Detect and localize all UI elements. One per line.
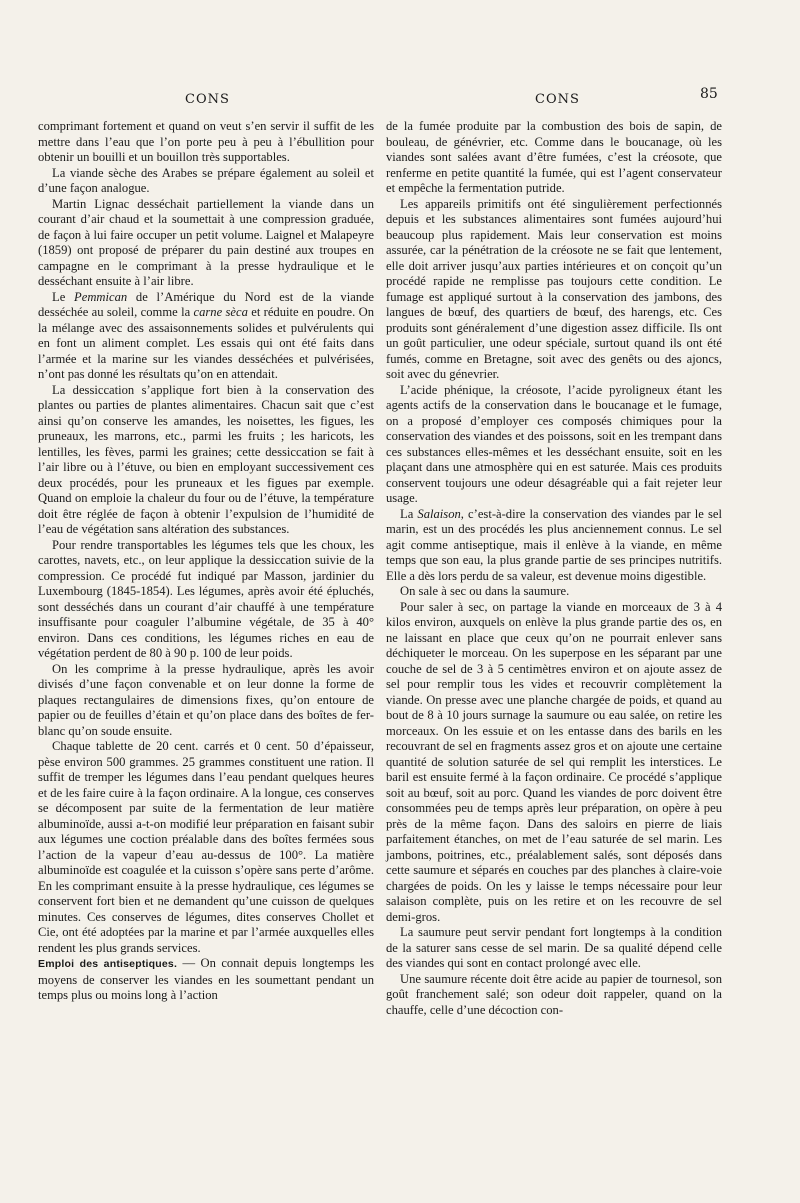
paragraph bbox=[38, 662, 374, 740]
paragraph-text: Pour rendre transportables les légumes tels que les choux, les carottes, navets, etc., on leur applique la dessiccation suivie de la compression. Ce procédé fut indiqué par Masson, jardinier du Luxembourg (1845-1854). Les légumes, après avoir été épluchés, sont desséchés dans un courant d’air chauffé à une température insuffisante pour coaguler l’albumine végétale, de 35 à 40° environ. Dans ces conditions, les légumes riches en eau de végétation perdent de 80 à 90 p. 100 de leur poids. bbox=[38, 537, 374, 660]
paragraph-text: Pour saler à sec, on partage la viande en morceaux de 3 à 4 kilos environ, auxquels on enlève la plus grande partie des os, en ne laissant en place que ceux qu’on ne pourrait enlever sans déchiqueter le morceau. On les superpose en les séparant par une couche de sel de 3 à 5 centimètres environ et on ajoute assez de sel pour remplir tous les vides et recouvrir complètement la viande. On presse avec une planche chargée de poids, et quand au bout de 8 à 10 jours surnage la saumure ou eau salée, on retire les morceaux. On les essuie et on les entasse dans des barils en les recouvrant de sel en fragments assez gros et on ajoute une certaine quantité de solution saturée de sel qui remplit les interstices. Le baril est ensuite fermé à la façon ordinaire. Ce procédé s’applique soit au bœuf, soit au porc. Quand les viandes de porc doivent être consommées peu de temps après leur préparation, on opère à peu près de la même façon. Dans des saloirs en pierre de liais parfaitement étanches, on met de l’eau saturée de sel marin. Les jambons, poitrines, etc., préalablement salés, sont déposés dans cette saumure et séparés en couches par des planches à claire-voie chargées de poids. On les y laisse le temps nécessaire pour leur salaison complète, puis on les retire et on les recouvre de sel demi-gros. bbox=[386, 599, 722, 924]
paragraph bbox=[38, 119, 374, 166]
paragraph-text: On sale à sec ou dans la saumure. bbox=[400, 584, 570, 598]
paragraph-text: et réduite en poudre. On la mélange avec des assaisonnements solides et pulvérulents qui en font un aliment complet. Les essais qui ont été faits dans l’armée et la marine sur les viandes desséchées et pulvérisées, n’ont pas donné les résultats qu’on en attendait. bbox=[38, 305, 375, 381]
paragraph-text: La bbox=[400, 506, 418, 521]
paragraph-text: comprimant fortement et quand on veut s’en servir il suffit de les mettre dans l’eau que l’on porte peu à peu à l’ébullition pour obtenir un bouilli et un bouillon très supportables. bbox=[38, 119, 374, 164]
running-header-right: CONS bbox=[535, 92, 580, 107]
paragraph bbox=[38, 956, 374, 1004]
page-number: 85 bbox=[700, 86, 718, 102]
paragraph-text: de l’Amérique du Nord est de la viande desséchée au soleil, comme la bbox=[38, 289, 375, 319]
paragraph bbox=[38, 538, 374, 662]
paragraph bbox=[386, 507, 722, 585]
paragraph-text: Chaque tablette de 20 cent. carrés et 0 cent. 50 d’épaisseur, pèse environ 500 grammes. 25 grammes constituent une ration. Il suffit de tremper les légumes dans l’eau pendant quelques heures et de les faire cuire à la façon ordinaire. A la longue, ces conserves se décomposent par suite de la fermentation de leur matière albuminoïde, aussi a-t-on modifié leur préparation en faisant subir aux légumes une coction préalable dans des boîtes fermées sous l’action de la vapeur d’eau au-dessus de 100°. La matière albuminoïde est coagulée et la cuisson s’opère sans perte d’arôme. En les comprimant ensuite à la presse hydraulique, ces légumes se conservent fort bien et ne demandent qu’une cuisson de quelques minutes. Ces conserves de légumes, dites conserves Chollet et Cie, ont été adoptées par la marine et par l’armée auxquelles elles rendent les plus grands services. bbox=[38, 739, 374, 955]
paragraph bbox=[38, 197, 374, 290]
left-column bbox=[38, 119, 374, 1004]
paragraph-text: Le bbox=[52, 289, 75, 304]
paragraph bbox=[386, 197, 722, 383]
paragraph-text: La dessiccation s’applique fort bien à la conservation des plantes ou parties de plantes alimentaires. Chacun sait que c’est ainsi qu’on conserve les amandes, les noisettes, les figues, les pruneaux, les marrons, etc., parmi les fruits ; les haricots, les lentilles, les fèves, parmi les graines; cette dessiccation se fait à l’air libre ou à l’étuve, ou bien en employant successivement ces deux procédés, pour les pruneaux et les figues par exemple. Quand on emploie la chaleur du four ou de l’étuve, la température doit être réglée de façon à obtenir l’expulsion de l’humidité de l’eau de végétation sans altération des substances. bbox=[38, 382, 374, 536]
paragraph-text: Une saumure récente doit être acide au papier de tournesol, son goût franchement salé; son odeur doit rappeler, quand on la chauffe, celle d’une décoction con- bbox=[386, 971, 722, 1017]
paragraph bbox=[386, 925, 722, 972]
paragraph bbox=[386, 972, 722, 1019]
paragraph-text: On les comprime à la presse hydraulique, après les avoir divisés d’une façon convenable et on leur donne la forme de plaques rectangulaires de dimensions fixes, qu’on entoure de papier ou de feuilles d’étain et qu’on place dans des boîtes de fer-blanc qu’on soude ensuite. bbox=[38, 661, 374, 738]
italic-term: Salaison bbox=[417, 506, 461, 521]
paragraph-text: Les appareils primitifs ont été singulièrement perfectionnés depuis et les substances alimentaires sont fumées aujourd’hui beaucoup plus rapidement. Mais leur conservation est moins assurée, car la pénétration de la créosote ne se fait que lentement, elle doit arriver jusqu’aux parties intérieures et on conçoit qu’un procédé rapide ne remplisse pas toujours cette condition. Le fumage est appliqué surtout à la conservation des jambons, des langues de bœuf, des quartiers de bœuf, des harengs, etc. Ces produits sont généralement d’une digestion assez difficile. Ils ont un goût particulier, une odeur spéciale, surtout quand ils ont été fumés, comme en Bretagne, soit avec des genêts ou des ajoncs, soit avec du génevrier. bbox=[386, 196, 722, 381]
running-header-left: CONS bbox=[185, 92, 230, 107]
section-heading: Emploi des antiseptiques. bbox=[38, 958, 178, 970]
paragraph-text: La viande sèche des Arabes se prépare également au soleil et d’une façon analogue. bbox=[38, 165, 374, 195]
right-column bbox=[386, 119, 722, 1018]
paragraph bbox=[386, 600, 722, 926]
paragraph-text: de la fumée produite par la combustion des bois de sapin, de bouleau, de génévrier, etc. Comme dans le boucanage, où les viandes sont salées avant d’être fumées, c’est la créosote, que renferme en petite quantité la fumée, qui est l’agent conservateur et empêche la fermentation putride. bbox=[386, 119, 722, 195]
paragraph bbox=[38, 383, 374, 538]
paragraph-text: Martin Lignac desséchait partiellement la viande dans un courant d’air chaud et la soumettait à une compression graduée, de façon à lui faire occuper un petit volume. Laignel et Malapeyre (1859) ont proposé de préparer du pain destiné aux troupes en campagne en le comprimant à la presse hydraulique et le desséchant ensuite à l’air libre. bbox=[38, 196, 374, 288]
paragraph bbox=[38, 290, 374, 383]
paragraph-text: , c’est-à-dire la conservation des viandes par le sel marin, est un des procédés les plus anciennement connus. Le sel agit comme antiseptique, mais il enlève à la viande, en même temps que son eau, la plus grande partie de ses principes nutritifs. Elle a dès lors perdu de sa valeur, est devenue moins digestible. bbox=[386, 506, 722, 583]
paragraph bbox=[38, 166, 374, 197]
paragraph bbox=[386, 119, 722, 197]
paragraph-text: La saumure peut servir pendant fort longtemps à la condition de la saturer sans cesse de sel marin. De sa qualité dépend celle des viandes qui sont en contact prolongé avec elle. bbox=[386, 925, 722, 970]
paragraph-text: L’acide phénique, la créosote, l’acide pyroligneux étant les agents actifs de la conservation dans le boucanage et le fumage, on a proposé d’employer ces composés chimiques pour la conservation des viandes et des poissons, soit en les trempant dans ces substances elles-mêmes et les desséchant ensuite, soit en les plaçant dans une atmosphère qui en est saturée. Mais ces produits conservent toujours une odeur désagréable qui a fait rejeter leur usage. bbox=[386, 382, 722, 505]
paragraph bbox=[38, 739, 374, 956]
paragraph bbox=[386, 383, 722, 507]
italic-term: carne sèca bbox=[193, 305, 248, 319]
paragraph bbox=[386, 584, 722, 600]
paragraph-text: — On connait depuis longtemps les moyens de conserver les viandes en les soumettant pendant un temps plus ou moins long à l’action bbox=[38, 956, 374, 1002]
italic-term: Pemmican bbox=[74, 289, 128, 304]
